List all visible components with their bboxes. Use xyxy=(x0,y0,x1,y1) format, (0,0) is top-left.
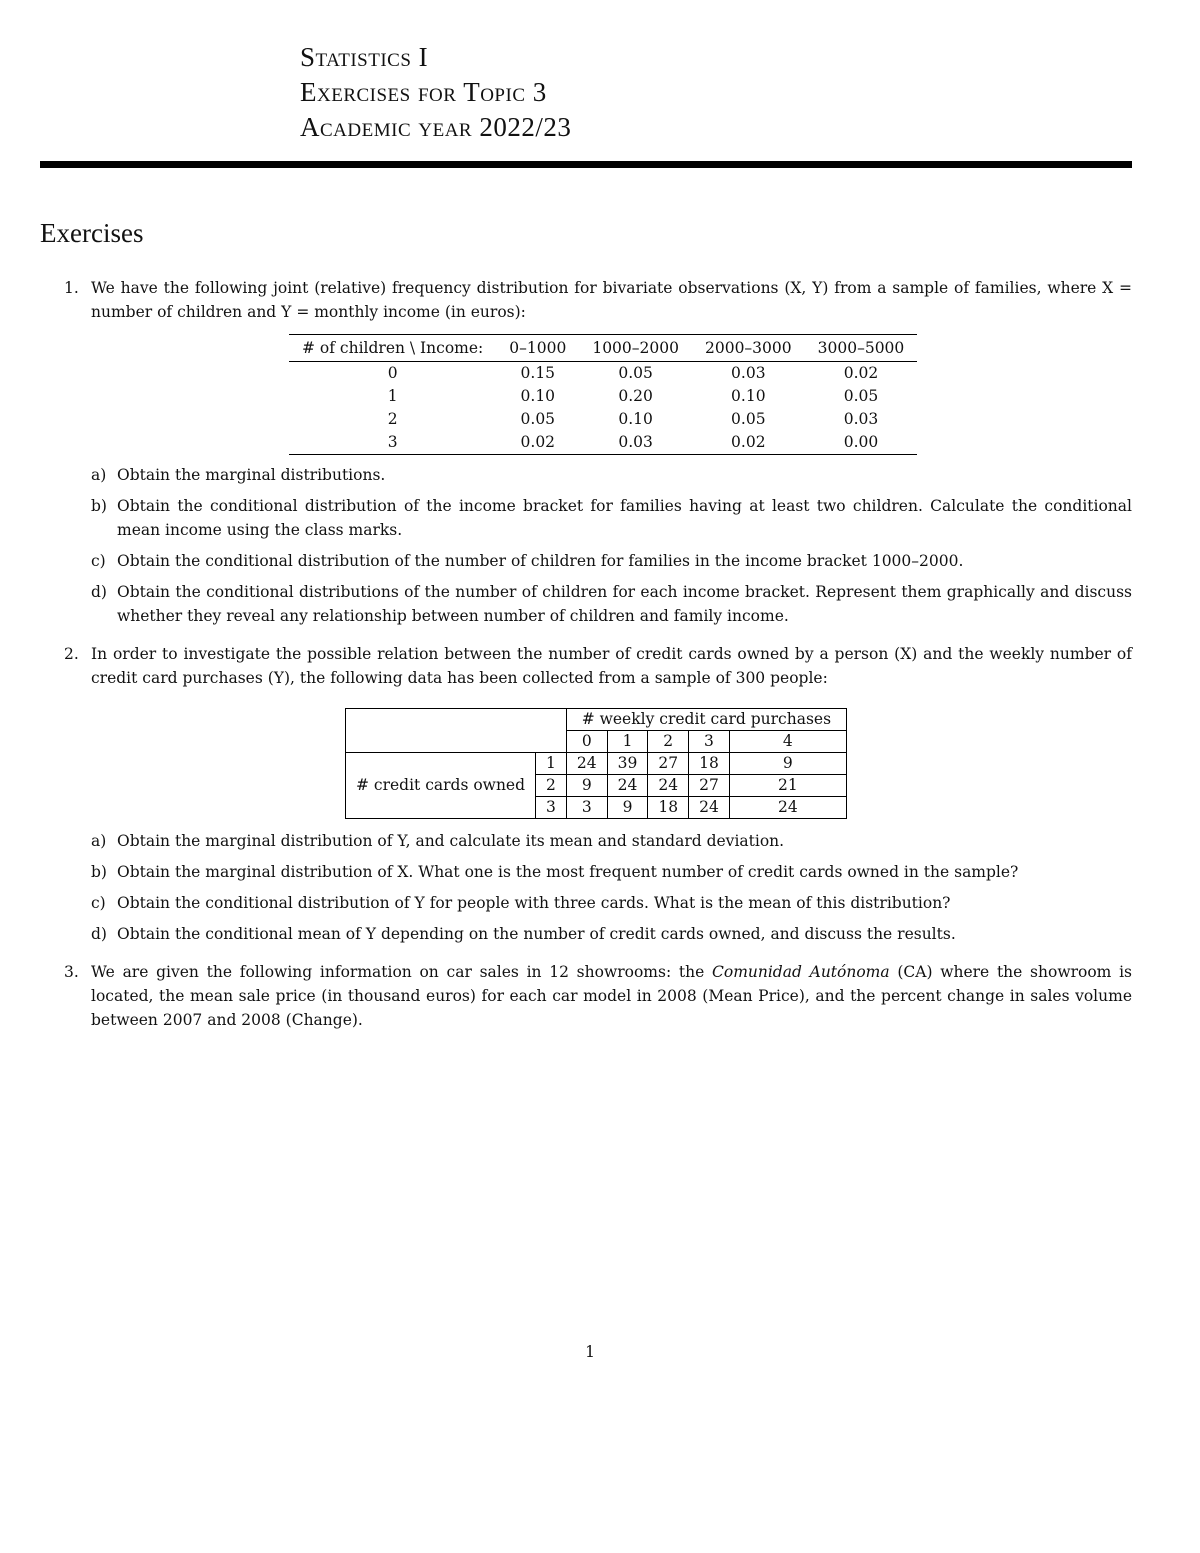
table-cell: 0.15 xyxy=(520,364,556,382)
table-cell: 3 xyxy=(289,431,496,455)
table-row xyxy=(289,362,917,386)
table-cell: 9 xyxy=(566,775,607,797)
section-title: Exercises xyxy=(40,218,144,248)
table-cell: 24 xyxy=(566,753,607,775)
table-cell: 0.05 xyxy=(618,364,653,382)
sub-question-text: Obtain the conditional distribution of the income bracket for families having at least two children. Calculate the conditional mean income using the class marks. xyxy=(117,497,1132,539)
column-header: 0–1000 xyxy=(496,335,579,362)
sub-question xyxy=(91,922,1132,946)
table-cell: 24 xyxy=(607,775,648,797)
table-row xyxy=(289,385,917,408)
table-cell: 2 xyxy=(387,410,398,428)
table-cell: 9 xyxy=(729,753,846,775)
sub-question-text: Obtain the conditional distribution of the number of children for families in the income bracket 1000–2000. xyxy=(117,552,964,570)
sub-question-label: a) xyxy=(91,466,107,484)
exercise-number: 2. xyxy=(64,645,79,663)
sub-questions xyxy=(91,463,1132,628)
sub-question-text: Obtain the conditional mean of Y depending on the number of credit cards owned, and discuss the results. xyxy=(117,925,956,943)
sub-question-label: c) xyxy=(91,552,106,570)
table-row xyxy=(346,709,847,731)
table-cell: 24 xyxy=(648,775,689,797)
sub-question-text: Obtain the marginal distribution of X. What one is the most frequent number of credit cards owned in the sample? xyxy=(117,863,1019,881)
column-group-header: # weekly credit card purchases xyxy=(566,709,846,731)
sub-question xyxy=(91,463,1132,487)
table-cell: 0.20 xyxy=(618,387,653,405)
sub-question-text: Obtain the marginal distribution of Y, and calculate its mean and standard deviation. xyxy=(117,832,785,850)
table-cell: 9 xyxy=(607,797,648,819)
table-cell: 0.00 xyxy=(805,431,918,455)
table-row xyxy=(289,408,917,431)
exercise-statement xyxy=(91,960,1132,1032)
column-header: 2000–3000 xyxy=(692,335,805,362)
table-cell: 0.02 xyxy=(496,431,579,455)
exercise-2 xyxy=(40,642,1132,946)
exercise-number: 1. xyxy=(64,279,79,297)
exercise-list xyxy=(40,276,1132,1046)
table-row xyxy=(289,431,917,455)
column-header: 1000–2000 xyxy=(579,335,692,362)
column-header: 3 xyxy=(689,731,730,753)
table-cell: 0 xyxy=(387,364,398,382)
table-cell: 3 xyxy=(566,797,607,819)
sub-question xyxy=(91,549,1132,573)
table-cell: 0.05 xyxy=(843,387,879,405)
table-cell: 18 xyxy=(648,797,689,819)
table-cell: 27 xyxy=(648,753,689,775)
statement-text: We are given the following information on car sales in 12 showrooms: the xyxy=(91,963,712,981)
academic-year: Academic year 2022/23 xyxy=(300,112,572,142)
column-header: # of children \ Income: xyxy=(289,335,496,362)
sub-question-label: c) xyxy=(91,894,106,912)
table-cell: 0.10 xyxy=(731,387,766,405)
exercise-number: 3. xyxy=(64,963,79,981)
course-title: Statistics I xyxy=(300,42,429,72)
exercise-1 xyxy=(40,276,1132,628)
sub-question xyxy=(91,829,1132,853)
table-cell: 0.05 xyxy=(731,410,766,428)
table-cell: 0.10 xyxy=(520,387,556,405)
table-cell: 1 xyxy=(387,387,398,405)
sub-question xyxy=(91,860,1132,884)
table-cell: 27 xyxy=(689,775,730,797)
table-cell: 24 xyxy=(689,797,730,819)
sub-question-label: d) xyxy=(91,583,107,601)
table-cell: 0.02 xyxy=(692,431,805,455)
row-header: 1 xyxy=(536,753,567,775)
table-cell: 0.02 xyxy=(843,364,879,382)
row-header: 3 xyxy=(536,797,567,819)
row-header: 2 xyxy=(536,775,567,797)
joint-frequency-table xyxy=(289,334,917,455)
sub-question-label: a) xyxy=(91,832,107,850)
table-cell: 18 xyxy=(689,753,730,775)
column-header: 3000–5000 xyxy=(805,335,918,362)
document-header xyxy=(300,40,571,145)
table-corner-cell xyxy=(346,709,567,753)
table-cell: 0.03 xyxy=(843,410,879,428)
table-cell: 21 xyxy=(729,775,846,797)
sub-question-text: Obtain the marginal distributions. xyxy=(117,466,386,484)
exercise-3 xyxy=(40,960,1132,1032)
sub-question xyxy=(91,580,1132,628)
sub-questions xyxy=(91,829,1132,946)
statement-italic-term: Comunidad Autónoma xyxy=(712,963,890,981)
header-rule xyxy=(40,161,1132,168)
sub-question-label: d) xyxy=(91,925,107,943)
row-group-header: # credit cards owned xyxy=(346,753,536,819)
sub-question-label: b) xyxy=(91,863,107,881)
statement-text: (CA) where the showroom is located, the mean sale price (in thousand euros) for each car model in 2008 (Mean Price), and the percent change in sales volume between 2007 and 2008 (Change). xyxy=(91,963,1132,1029)
column-header: 4 xyxy=(729,731,846,753)
table-cell: 0.03 xyxy=(731,364,766,382)
sub-question-text: Obtain the conditional distributions of the number of children for each income bracket. Represent them graphically and discuss whether they reveal any relationship between number of children and family income. xyxy=(117,583,1132,625)
table-cell: 0.03 xyxy=(579,431,692,455)
column-header: 2 xyxy=(648,731,689,753)
exercise-statement: We have the following joint (relative) frequency distribution for bivariate observations (X, Y) from a sample of families, where X = number of children and Y = monthly income (in euros): xyxy=(91,279,1132,321)
sub-question xyxy=(91,494,1132,542)
sub-question xyxy=(91,891,1132,915)
table-cell: 0.05 xyxy=(520,410,556,428)
page-number: 1 xyxy=(585,1343,595,1361)
table-cell: 0.10 xyxy=(618,410,653,428)
exercise-statement: In order to investigate the possible relation between the number of credit cards owned by a person (X) and the weekly number of credit card purchases (Y), the following data has been collected from a sample of 300 people: xyxy=(91,645,1132,687)
sub-question-text: Obtain the conditional distribution of Y for people with three cards. What is the mean of this distribution? xyxy=(117,894,951,912)
table-header-row xyxy=(289,335,917,362)
topic-title: Exercises for Topic 3 xyxy=(300,77,547,107)
table-cell: 39 xyxy=(607,753,648,775)
table-cell: 24 xyxy=(729,797,846,819)
column-header: 0 xyxy=(566,731,607,753)
table-row xyxy=(346,753,847,775)
credit-card-table xyxy=(345,708,847,819)
sub-question-label: b) xyxy=(91,497,107,515)
column-header: 1 xyxy=(607,731,648,753)
